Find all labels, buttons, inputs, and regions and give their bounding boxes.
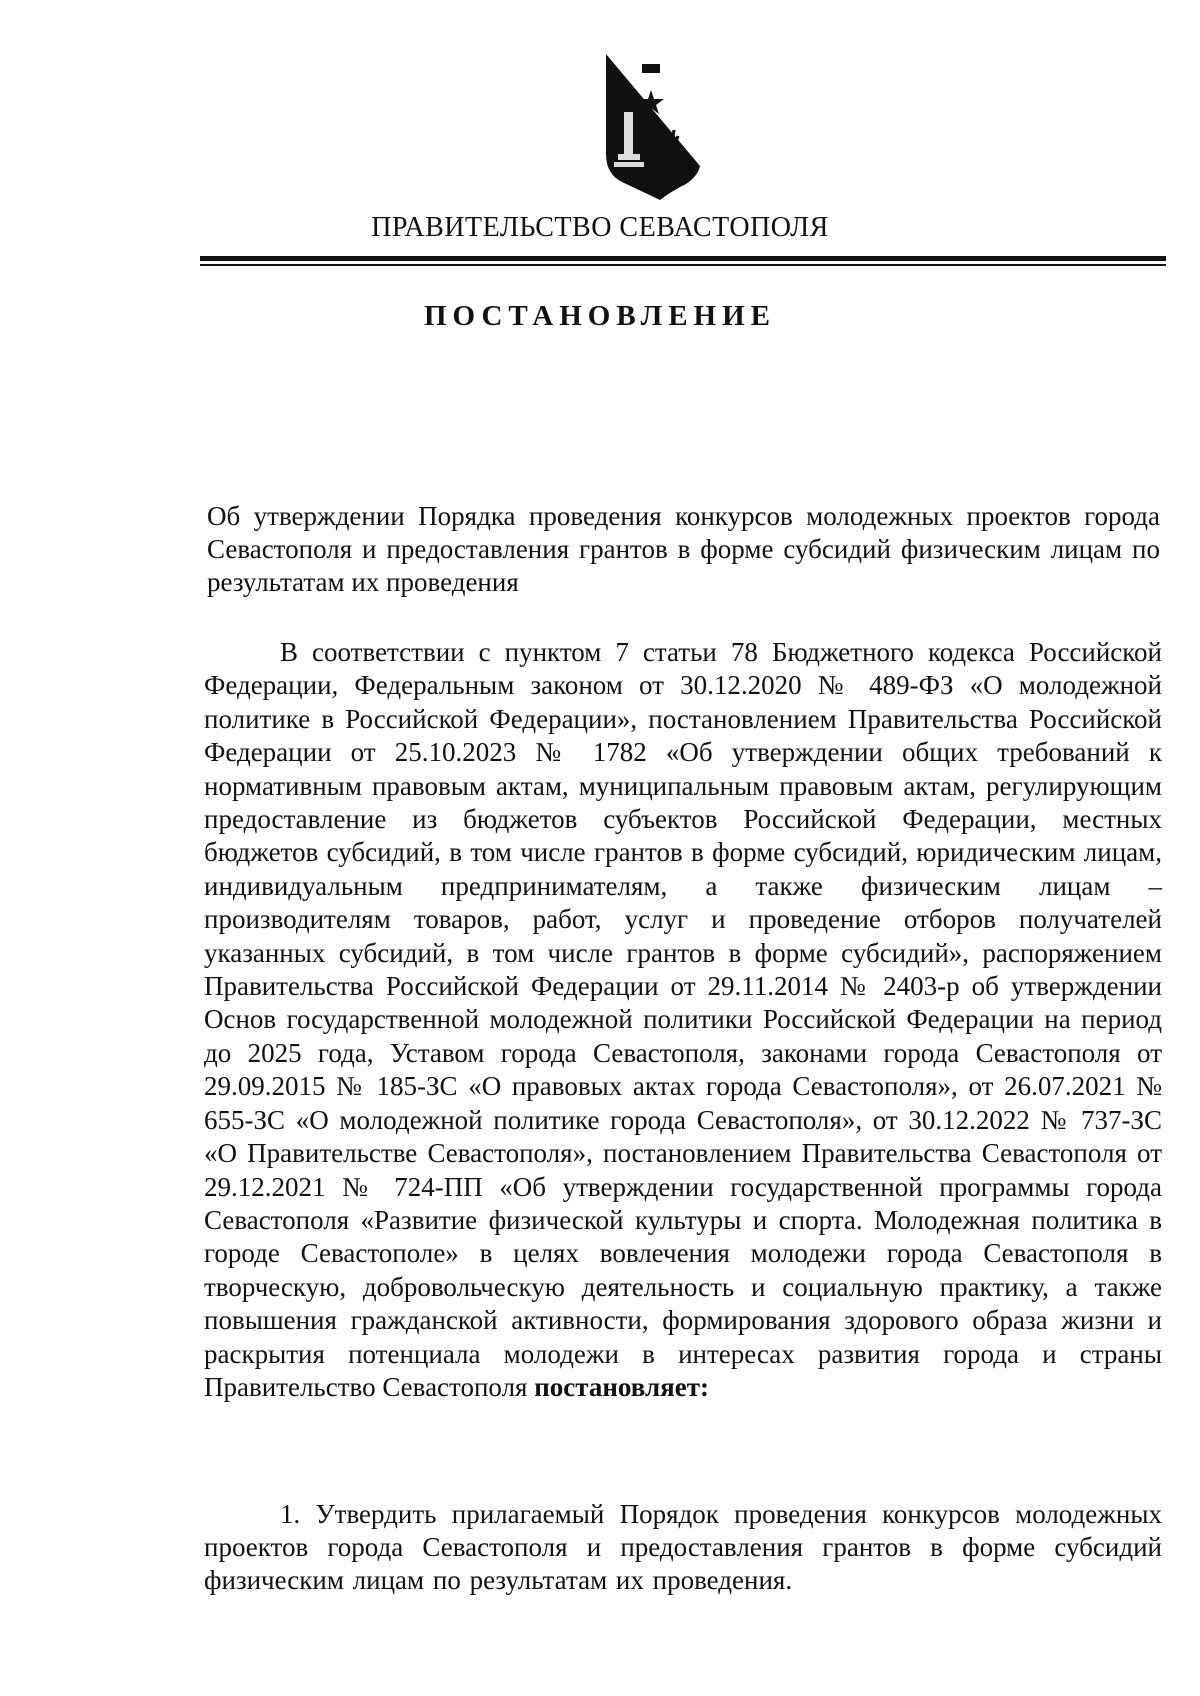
resolution-item-1: 1. Утвердить прилагаемый Порядок проведения конкурсов молодежных проектов города Севастополя и предоставления грантов в форме субсидий физическим лицам по результатам их проведения. [204,1499,1162,1595]
sevastopol-coat-of-arms-icon [600,50,740,200]
decree-word: постановляет: [534,1371,709,1402]
header-divider-thin [200,264,1166,266]
document-subject: Об утверждении Порядка проведения конкурсов молодежных проектов города Севастополя и предоставления грантов в форме субсидий физическим лицам по результатам их проведения [207,501,1160,597]
preamble-text: В соответствии с пунктом 7 статьи 78 Бюджетного кодекса Российской Федерации, Федеральным законом от 30.12.2020 № 489-ФЗ «О молодежной политике в Российской Федерации», постановлением Правительства Российской Федерации от 25.10.2023 № 1782 «Об утверждении общих требований к нормативным правовым актам, муниципальным правовым актам, регулирующим предоставление из бюджетов субъектов Российской Федерации, местных бюджетов субсидий, в том числе грантов в форме субсидий, юридическим лицам, индивидуальным предпринимателям, а также физическим лицам – производителям товаров, работ, услуг и проведение отборов получателей указанных субсидий, в том числе грантов в форме субсидий», распоряжением Правительства Российской Федерации от 29.11.2014 № 2403-р об утверждении Основ государственной молодежной политики Российской Федерации на период до 2025 года, Уставом города Севастополя, законами города Севастополя от 29.09.2015 № 185-ЗС «О правовых актах города Севастополя», от 26.07.2021 № 655-ЗС «О молодежной политике города Севастополя», от 30.12.2022 № 737-ЗС «О Правительстве Севастополя», постановлением Правительства Севастополя от 29.12.2021 № 724-ПП «Об утверждении государственной программы города Севастополя «Развитие физической культуры и спорта. Молодежная политика в городе Севастополе» в целях вовлечения молодежи города Севастополя в творческую, добровольческую деятельность и социальную практику, а также повышения гражданской активности, формирования здорового образа жизни и раскрытия потенциала молодежи в интересах развития города и страны Правительство Севастополя [204,637,1162,1402]
document-type-title: ПОСТАНОВЛЕНИЕ [423,300,776,332]
preamble-paragraph [204,636,1162,1404]
header-divider [200,256,1166,261]
organization-title: ПРАВИТЕЛЬСТВО СЕВАСТОПОЛЯ [371,212,829,243]
